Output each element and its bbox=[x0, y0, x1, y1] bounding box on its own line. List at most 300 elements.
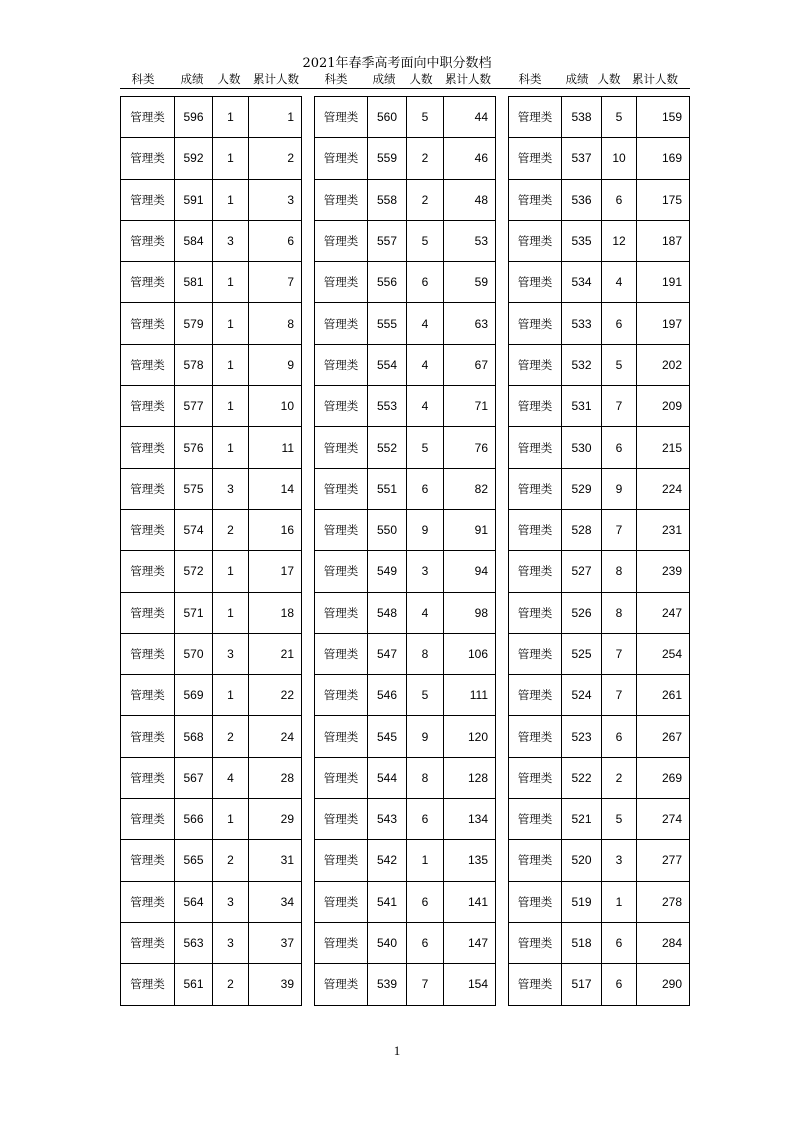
table-row bbox=[121, 716, 302, 757]
cumulative-cell: 120 bbox=[444, 716, 496, 757]
cumulative-cell: 14 bbox=[249, 468, 302, 509]
category-cell: 管理类 bbox=[315, 386, 368, 427]
table-row bbox=[509, 551, 690, 592]
cumulative-cell: 10 bbox=[249, 386, 302, 427]
count-cell: 1 bbox=[213, 551, 249, 592]
table-row bbox=[509, 220, 690, 261]
count-cell: 8 bbox=[602, 551, 637, 592]
cumulative-cell: 46 bbox=[444, 138, 496, 179]
table-row bbox=[315, 179, 496, 220]
header-count: 人数 bbox=[409, 72, 433, 86]
table-row bbox=[315, 220, 496, 261]
table-row bbox=[315, 964, 496, 1005]
table-row bbox=[509, 468, 690, 509]
count-cell: 1 bbox=[213, 344, 249, 385]
score-cell: 548 bbox=[368, 592, 407, 633]
table-row bbox=[509, 592, 690, 633]
category-cell: 管理类 bbox=[509, 386, 562, 427]
cumulative-cell: 48 bbox=[444, 179, 496, 220]
score-cell: 571 bbox=[175, 592, 213, 633]
score-cell: 540 bbox=[368, 922, 407, 963]
table-row bbox=[509, 179, 690, 220]
table-row bbox=[121, 633, 302, 674]
score-cell: 570 bbox=[175, 633, 213, 674]
score-cell: 554 bbox=[368, 344, 407, 385]
count-cell: 7 bbox=[602, 675, 637, 716]
table-row bbox=[315, 97, 496, 138]
count-cell: 4 bbox=[407, 386, 444, 427]
score-cell: 558 bbox=[368, 179, 407, 220]
score-cell: 544 bbox=[368, 757, 407, 798]
score-cell: 584 bbox=[175, 220, 213, 261]
table-row bbox=[315, 509, 496, 550]
count-cell: 10 bbox=[602, 138, 637, 179]
cumulative-cell: 209 bbox=[637, 386, 690, 427]
count-cell: 1 bbox=[213, 138, 249, 179]
table-row bbox=[509, 716, 690, 757]
count-cell: 4 bbox=[213, 757, 249, 798]
score-cell: 592 bbox=[175, 138, 213, 179]
category-cell: 管理类 bbox=[509, 840, 562, 881]
count-cell: 2 bbox=[213, 716, 249, 757]
table-row bbox=[121, 386, 302, 427]
category-cell: 管理类 bbox=[121, 633, 175, 674]
count-cell: 1 bbox=[213, 303, 249, 344]
table-row bbox=[509, 97, 690, 138]
count-cell: 5 bbox=[602, 344, 637, 385]
category-cell: 管理类 bbox=[315, 716, 368, 757]
score-cell: 539 bbox=[368, 964, 407, 1005]
category-cell: 管理类 bbox=[315, 303, 368, 344]
category-cell: 管理类 bbox=[315, 468, 368, 509]
category-cell: 管理类 bbox=[121, 922, 175, 963]
cumulative-cell: 154 bbox=[444, 964, 496, 1005]
count-cell: 6 bbox=[602, 964, 637, 1005]
table-row bbox=[121, 179, 302, 220]
category-cell: 管理类 bbox=[509, 303, 562, 344]
cumulative-cell: 8 bbox=[249, 303, 302, 344]
score-cell: 521 bbox=[562, 799, 602, 840]
cumulative-cell: 59 bbox=[444, 262, 496, 303]
category-cell: 管理类 bbox=[315, 344, 368, 385]
count-cell: 6 bbox=[407, 468, 444, 509]
cumulative-cell: 239 bbox=[637, 551, 690, 592]
table-row bbox=[121, 757, 302, 798]
count-cell: 6 bbox=[407, 922, 444, 963]
count-cell: 4 bbox=[407, 592, 444, 633]
count-cell: 5 bbox=[407, 427, 444, 468]
count-cell: 2 bbox=[407, 179, 444, 220]
cumulative-cell: 111 bbox=[444, 675, 496, 716]
count-cell: 6 bbox=[602, 716, 637, 757]
table-row bbox=[509, 757, 690, 798]
table-row bbox=[315, 386, 496, 427]
cumulative-cell: 94 bbox=[444, 551, 496, 592]
category-cell: 管理类 bbox=[121, 799, 175, 840]
count-cell: 2 bbox=[213, 509, 249, 550]
table-row bbox=[121, 509, 302, 550]
cumulative-cell: 6 bbox=[249, 220, 302, 261]
cumulative-cell: 261 bbox=[637, 675, 690, 716]
table-row bbox=[315, 757, 496, 798]
score-cell: 547 bbox=[368, 633, 407, 674]
category-cell: 管理类 bbox=[509, 509, 562, 550]
table-row bbox=[121, 799, 302, 840]
cumulative-cell: 254 bbox=[637, 633, 690, 674]
table-row bbox=[509, 344, 690, 385]
table-row bbox=[509, 386, 690, 427]
score-cell: 575 bbox=[175, 468, 213, 509]
score-cell: 518 bbox=[562, 922, 602, 963]
category-cell: 管理类 bbox=[121, 138, 175, 179]
column-header-row bbox=[0, 72, 794, 88]
score-cell: 569 bbox=[175, 675, 213, 716]
cumulative-cell: 147 bbox=[444, 922, 496, 963]
score-cell: 549 bbox=[368, 551, 407, 592]
score-cell: 561 bbox=[175, 964, 213, 1005]
count-cell: 1 bbox=[602, 881, 637, 922]
count-cell: 5 bbox=[407, 220, 444, 261]
header-category: 科类 bbox=[131, 72, 155, 86]
category-cell: 管理类 bbox=[315, 922, 368, 963]
count-cell: 8 bbox=[407, 757, 444, 798]
category-cell: 管理类 bbox=[121, 179, 175, 220]
table-row bbox=[509, 633, 690, 674]
score-cell: 528 bbox=[562, 509, 602, 550]
score-cell: 529 bbox=[562, 468, 602, 509]
count-cell: 1 bbox=[213, 592, 249, 633]
category-cell: 管理类 bbox=[121, 881, 175, 922]
cumulative-cell: 31 bbox=[249, 840, 302, 881]
category-cell: 管理类 bbox=[315, 881, 368, 922]
cumulative-cell: 274 bbox=[637, 799, 690, 840]
cumulative-cell: 16 bbox=[249, 509, 302, 550]
table-row bbox=[121, 262, 302, 303]
count-cell: 12 bbox=[602, 220, 637, 261]
count-cell: 3 bbox=[213, 922, 249, 963]
cumulative-cell: 22 bbox=[249, 675, 302, 716]
table-row bbox=[121, 220, 302, 261]
score-cell: 566 bbox=[175, 799, 213, 840]
category-cell: 管理类 bbox=[509, 757, 562, 798]
score-cell: 572 bbox=[175, 551, 213, 592]
table-row bbox=[509, 922, 690, 963]
category-cell: 管理类 bbox=[315, 633, 368, 674]
table-row bbox=[315, 303, 496, 344]
category-cell: 管理类 bbox=[315, 757, 368, 798]
category-cell: 管理类 bbox=[509, 138, 562, 179]
cumulative-cell: 247 bbox=[637, 592, 690, 633]
count-cell: 1 bbox=[407, 840, 444, 881]
count-cell: 6 bbox=[602, 303, 637, 344]
category-cell: 管理类 bbox=[121, 757, 175, 798]
score-cell: 581 bbox=[175, 262, 213, 303]
count-cell: 9 bbox=[407, 716, 444, 757]
count-cell: 6 bbox=[602, 427, 637, 468]
category-cell: 管理类 bbox=[121, 303, 175, 344]
cumulative-cell: 159 bbox=[637, 97, 690, 138]
count-cell: 3 bbox=[602, 840, 637, 881]
table-row bbox=[121, 303, 302, 344]
score-cell: 543 bbox=[368, 799, 407, 840]
table-row bbox=[315, 468, 496, 509]
cumulative-cell: 290 bbox=[637, 964, 690, 1005]
score-table-block-2 bbox=[314, 96, 496, 1006]
count-cell: 5 bbox=[407, 97, 444, 138]
header-score: 成绩 bbox=[565, 72, 589, 86]
table-row bbox=[315, 427, 496, 468]
score-table-block-3 bbox=[508, 96, 690, 1006]
count-cell: 3 bbox=[213, 468, 249, 509]
cumulative-cell: 9 bbox=[249, 344, 302, 385]
category-cell: 管理类 bbox=[315, 138, 368, 179]
cumulative-cell: 37 bbox=[249, 922, 302, 963]
count-cell: 5 bbox=[602, 97, 637, 138]
cumulative-cell: 231 bbox=[637, 509, 690, 550]
category-cell: 管理类 bbox=[509, 468, 562, 509]
cumulative-cell: 82 bbox=[444, 468, 496, 509]
category-cell: 管理类 bbox=[509, 881, 562, 922]
table-row bbox=[315, 633, 496, 674]
count-cell: 7 bbox=[407, 964, 444, 1005]
header-count: 人数 bbox=[597, 72, 621, 86]
table-row bbox=[315, 840, 496, 881]
category-cell: 管理类 bbox=[315, 799, 368, 840]
count-cell: 7 bbox=[602, 509, 637, 550]
category-cell: 管理类 bbox=[315, 592, 368, 633]
score-cell: 552 bbox=[368, 427, 407, 468]
cumulative-cell: 278 bbox=[637, 881, 690, 922]
table-row bbox=[121, 551, 302, 592]
score-cell: 524 bbox=[562, 675, 602, 716]
score-cell: 546 bbox=[368, 675, 407, 716]
header-divider bbox=[120, 88, 690, 89]
category-cell: 管理类 bbox=[121, 551, 175, 592]
cumulative-cell: 63 bbox=[444, 303, 496, 344]
category-cell: 管理类 bbox=[121, 220, 175, 261]
score-cell: 545 bbox=[368, 716, 407, 757]
cumulative-cell: 11 bbox=[249, 427, 302, 468]
table-row bbox=[121, 138, 302, 179]
score-cell: 560 bbox=[368, 97, 407, 138]
count-cell: 4 bbox=[407, 303, 444, 344]
cumulative-cell: 106 bbox=[444, 633, 496, 674]
score-cell: 550 bbox=[368, 509, 407, 550]
cumulative-cell: 34 bbox=[249, 881, 302, 922]
header-score: 成绩 bbox=[372, 72, 396, 86]
table-row bbox=[509, 262, 690, 303]
table-row bbox=[509, 509, 690, 550]
table-row bbox=[121, 922, 302, 963]
cumulative-cell: 224 bbox=[637, 468, 690, 509]
score-cell: 531 bbox=[562, 386, 602, 427]
score-table-block-1 bbox=[120, 96, 302, 1006]
count-cell: 2 bbox=[602, 757, 637, 798]
cumulative-cell: 134 bbox=[444, 799, 496, 840]
cumulative-cell: 187 bbox=[637, 220, 690, 261]
score-cell: 596 bbox=[175, 97, 213, 138]
count-cell: 4 bbox=[407, 344, 444, 385]
score-cell: 522 bbox=[562, 757, 602, 798]
score-cell: 578 bbox=[175, 344, 213, 385]
cumulative-cell: 17 bbox=[249, 551, 302, 592]
table-row bbox=[315, 344, 496, 385]
table-row bbox=[315, 675, 496, 716]
count-cell: 2 bbox=[213, 840, 249, 881]
table-row bbox=[315, 799, 496, 840]
score-cell: 579 bbox=[175, 303, 213, 344]
count-cell: 7 bbox=[602, 386, 637, 427]
category-cell: 管理类 bbox=[315, 509, 368, 550]
table-row bbox=[121, 97, 302, 138]
count-cell: 6 bbox=[407, 262, 444, 303]
category-cell: 管理类 bbox=[121, 675, 175, 716]
table-row bbox=[315, 716, 496, 757]
score-cell: 553 bbox=[368, 386, 407, 427]
cumulative-cell: 277 bbox=[637, 840, 690, 881]
score-cell: 565 bbox=[175, 840, 213, 881]
cumulative-cell: 53 bbox=[444, 220, 496, 261]
category-cell: 管理类 bbox=[121, 509, 175, 550]
category-cell: 管理类 bbox=[121, 344, 175, 385]
category-cell: 管理类 bbox=[121, 592, 175, 633]
cumulative-cell: 3 bbox=[249, 179, 302, 220]
score-cell: 525 bbox=[562, 633, 602, 674]
table-row bbox=[509, 799, 690, 840]
score-cell: 533 bbox=[562, 303, 602, 344]
count-cell: 1 bbox=[213, 179, 249, 220]
category-cell: 管理类 bbox=[509, 551, 562, 592]
cumulative-cell: 202 bbox=[637, 344, 690, 385]
score-cell: 535 bbox=[562, 220, 602, 261]
category-cell: 管理类 bbox=[509, 97, 562, 138]
score-cell: 559 bbox=[368, 138, 407, 179]
category-cell: 管理类 bbox=[509, 592, 562, 633]
score-cell: 538 bbox=[562, 97, 602, 138]
cumulative-cell: 71 bbox=[444, 386, 496, 427]
category-cell: 管理类 bbox=[121, 427, 175, 468]
table-row bbox=[315, 138, 496, 179]
category-cell: 管理类 bbox=[315, 179, 368, 220]
score-cell: 542 bbox=[368, 840, 407, 881]
cumulative-cell: 44 bbox=[444, 97, 496, 138]
score-cell: 532 bbox=[562, 344, 602, 385]
category-cell: 管理类 bbox=[315, 551, 368, 592]
table-row bbox=[121, 468, 302, 509]
category-cell: 管理类 bbox=[315, 840, 368, 881]
score-cell: 517 bbox=[562, 964, 602, 1005]
category-cell: 管理类 bbox=[509, 922, 562, 963]
cumulative-cell: 29 bbox=[249, 799, 302, 840]
score-cell: 568 bbox=[175, 716, 213, 757]
score-cell: 526 bbox=[562, 592, 602, 633]
category-cell: 管理类 bbox=[509, 262, 562, 303]
cumulative-cell: 24 bbox=[249, 716, 302, 757]
category-cell: 管理类 bbox=[121, 840, 175, 881]
category-cell: 管理类 bbox=[315, 97, 368, 138]
table-row bbox=[121, 675, 302, 716]
score-cell: 523 bbox=[562, 716, 602, 757]
cumulative-cell: 67 bbox=[444, 344, 496, 385]
count-cell: 3 bbox=[213, 881, 249, 922]
score-cell: 527 bbox=[562, 551, 602, 592]
score-cell: 536 bbox=[562, 179, 602, 220]
category-cell: 管理类 bbox=[315, 262, 368, 303]
count-cell: 8 bbox=[602, 592, 637, 633]
count-cell: 6 bbox=[407, 881, 444, 922]
count-cell: 4 bbox=[602, 262, 637, 303]
count-cell: 2 bbox=[407, 138, 444, 179]
score-cell: 576 bbox=[175, 427, 213, 468]
score-cell: 530 bbox=[562, 427, 602, 468]
table-row bbox=[315, 262, 496, 303]
count-cell: 2 bbox=[213, 964, 249, 1005]
category-cell: 管理类 bbox=[509, 675, 562, 716]
score-cell: 551 bbox=[368, 468, 407, 509]
cumulative-cell: 21 bbox=[249, 633, 302, 674]
page-number: 1 bbox=[393, 1043, 401, 1058]
page-title: 2021年春季高考面向中职分数档 bbox=[302, 56, 492, 71]
cumulative-cell: 18 bbox=[249, 592, 302, 633]
count-cell: 9 bbox=[602, 468, 637, 509]
cumulative-cell: 91 bbox=[444, 509, 496, 550]
category-cell: 管理类 bbox=[315, 964, 368, 1005]
count-cell: 3 bbox=[407, 551, 444, 592]
cumulative-cell: 98 bbox=[444, 592, 496, 633]
score-cell: 564 bbox=[175, 881, 213, 922]
score-cell: 520 bbox=[562, 840, 602, 881]
count-cell: 1 bbox=[213, 799, 249, 840]
table-row bbox=[121, 964, 302, 1005]
count-cell: 5 bbox=[407, 675, 444, 716]
cumulative-cell: 269 bbox=[637, 757, 690, 798]
table-row bbox=[509, 675, 690, 716]
score-cell: 591 bbox=[175, 179, 213, 220]
count-cell: 1 bbox=[213, 262, 249, 303]
table-row bbox=[509, 840, 690, 881]
category-cell: 管理类 bbox=[121, 97, 175, 138]
cumulative-cell: 7 bbox=[249, 262, 302, 303]
header-category: 科类 bbox=[324, 72, 348, 86]
category-cell: 管理类 bbox=[509, 427, 562, 468]
category-cell: 管理类 bbox=[121, 716, 175, 757]
cumulative-cell: 28 bbox=[249, 757, 302, 798]
cumulative-cell: 135 bbox=[444, 840, 496, 881]
table-row bbox=[509, 138, 690, 179]
cumulative-cell: 267 bbox=[637, 716, 690, 757]
header-category: 科类 bbox=[518, 72, 542, 86]
table-row bbox=[315, 551, 496, 592]
category-cell: 管理类 bbox=[121, 468, 175, 509]
category-cell: 管理类 bbox=[315, 220, 368, 261]
score-cell: 577 bbox=[175, 386, 213, 427]
score-cell: 563 bbox=[175, 922, 213, 963]
table-row bbox=[121, 427, 302, 468]
score-cell: 534 bbox=[562, 262, 602, 303]
table-row bbox=[315, 881, 496, 922]
category-cell: 管理类 bbox=[121, 964, 175, 1005]
cumulative-cell: 215 bbox=[637, 427, 690, 468]
table-row bbox=[509, 427, 690, 468]
count-cell: 1 bbox=[213, 427, 249, 468]
score-cell: 556 bbox=[368, 262, 407, 303]
cumulative-cell: 128 bbox=[444, 757, 496, 798]
cumulative-cell: 175 bbox=[637, 179, 690, 220]
category-cell: 管理类 bbox=[509, 716, 562, 757]
header-cumulative: 累计人数 bbox=[632, 72, 678, 86]
count-cell: 7 bbox=[602, 633, 637, 674]
score-cell: 557 bbox=[368, 220, 407, 261]
